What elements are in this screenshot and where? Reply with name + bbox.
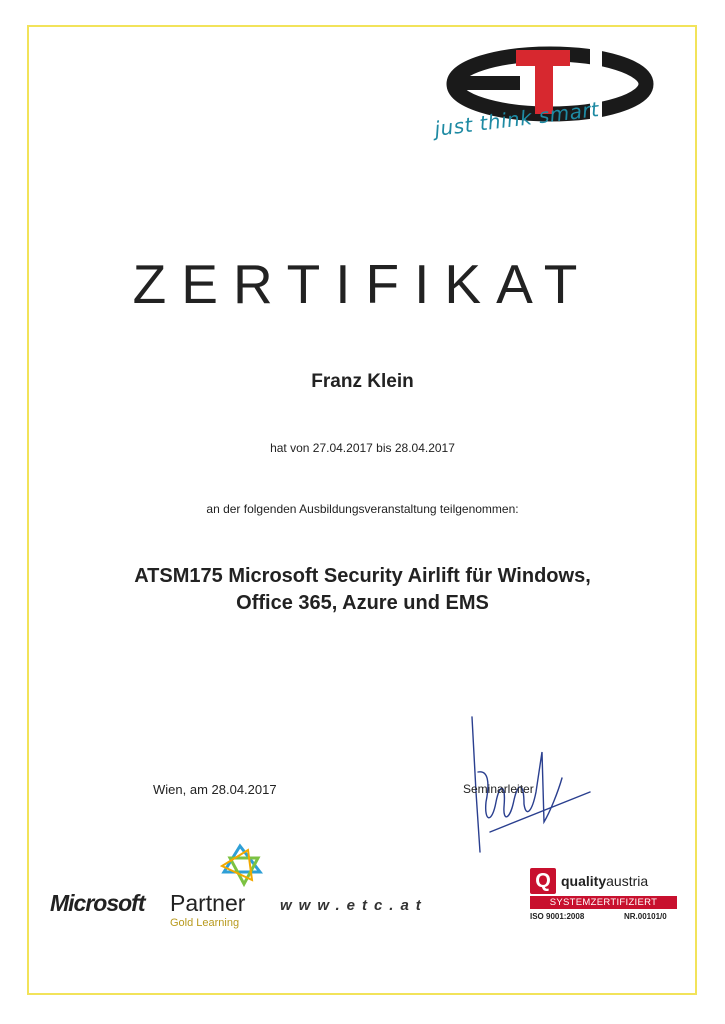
gold-learning-label: Gold Learning [170, 917, 240, 929]
microsoft-partner-icon [218, 842, 268, 890]
partner-wordmark: Partner [170, 890, 246, 916]
logo-tagline: just think smart [433, 96, 601, 141]
signatory-role: Seminarleiter [463, 782, 534, 796]
certificate-number: NR.00101/0 [624, 912, 667, 921]
certificate-title: ZERTIFIKAT [132, 253, 593, 315]
course-title [0, 563, 725, 617]
course-title-line-1: ATSM175 Microsoft Security Airlift für Windows, [134, 565, 591, 587]
recipient-name: Franz Klein [311, 371, 414, 392]
place-and-date: Wien, am 28.04.2017 [153, 782, 277, 797]
qualityaustria-name-bold: quality [561, 873, 607, 889]
course-title-line-2: Office 365, Azure und EMS [236, 592, 489, 614]
qualityaustria-name-rest: austria [606, 873, 649, 889]
microsoft-wordmark: Microsoft [50, 890, 145, 916]
qualityaustria-name [561, 873, 648, 889]
website-url: www.etc.at [280, 897, 428, 914]
iso-standard: ISO 9001:2008 [530, 912, 585, 921]
date-range: hat von 27.04.2017 bis 28.04.2017 [270, 441, 455, 455]
qualityaustria-q-logo: Q [530, 868, 556, 894]
systemzertifiziert-badge: SYSTEMZERTIFIZIERT [530, 896, 677, 909]
attendance-statement: an der folgenden Ausbildungsveranstaltung teilgenommen: [206, 502, 519, 516]
